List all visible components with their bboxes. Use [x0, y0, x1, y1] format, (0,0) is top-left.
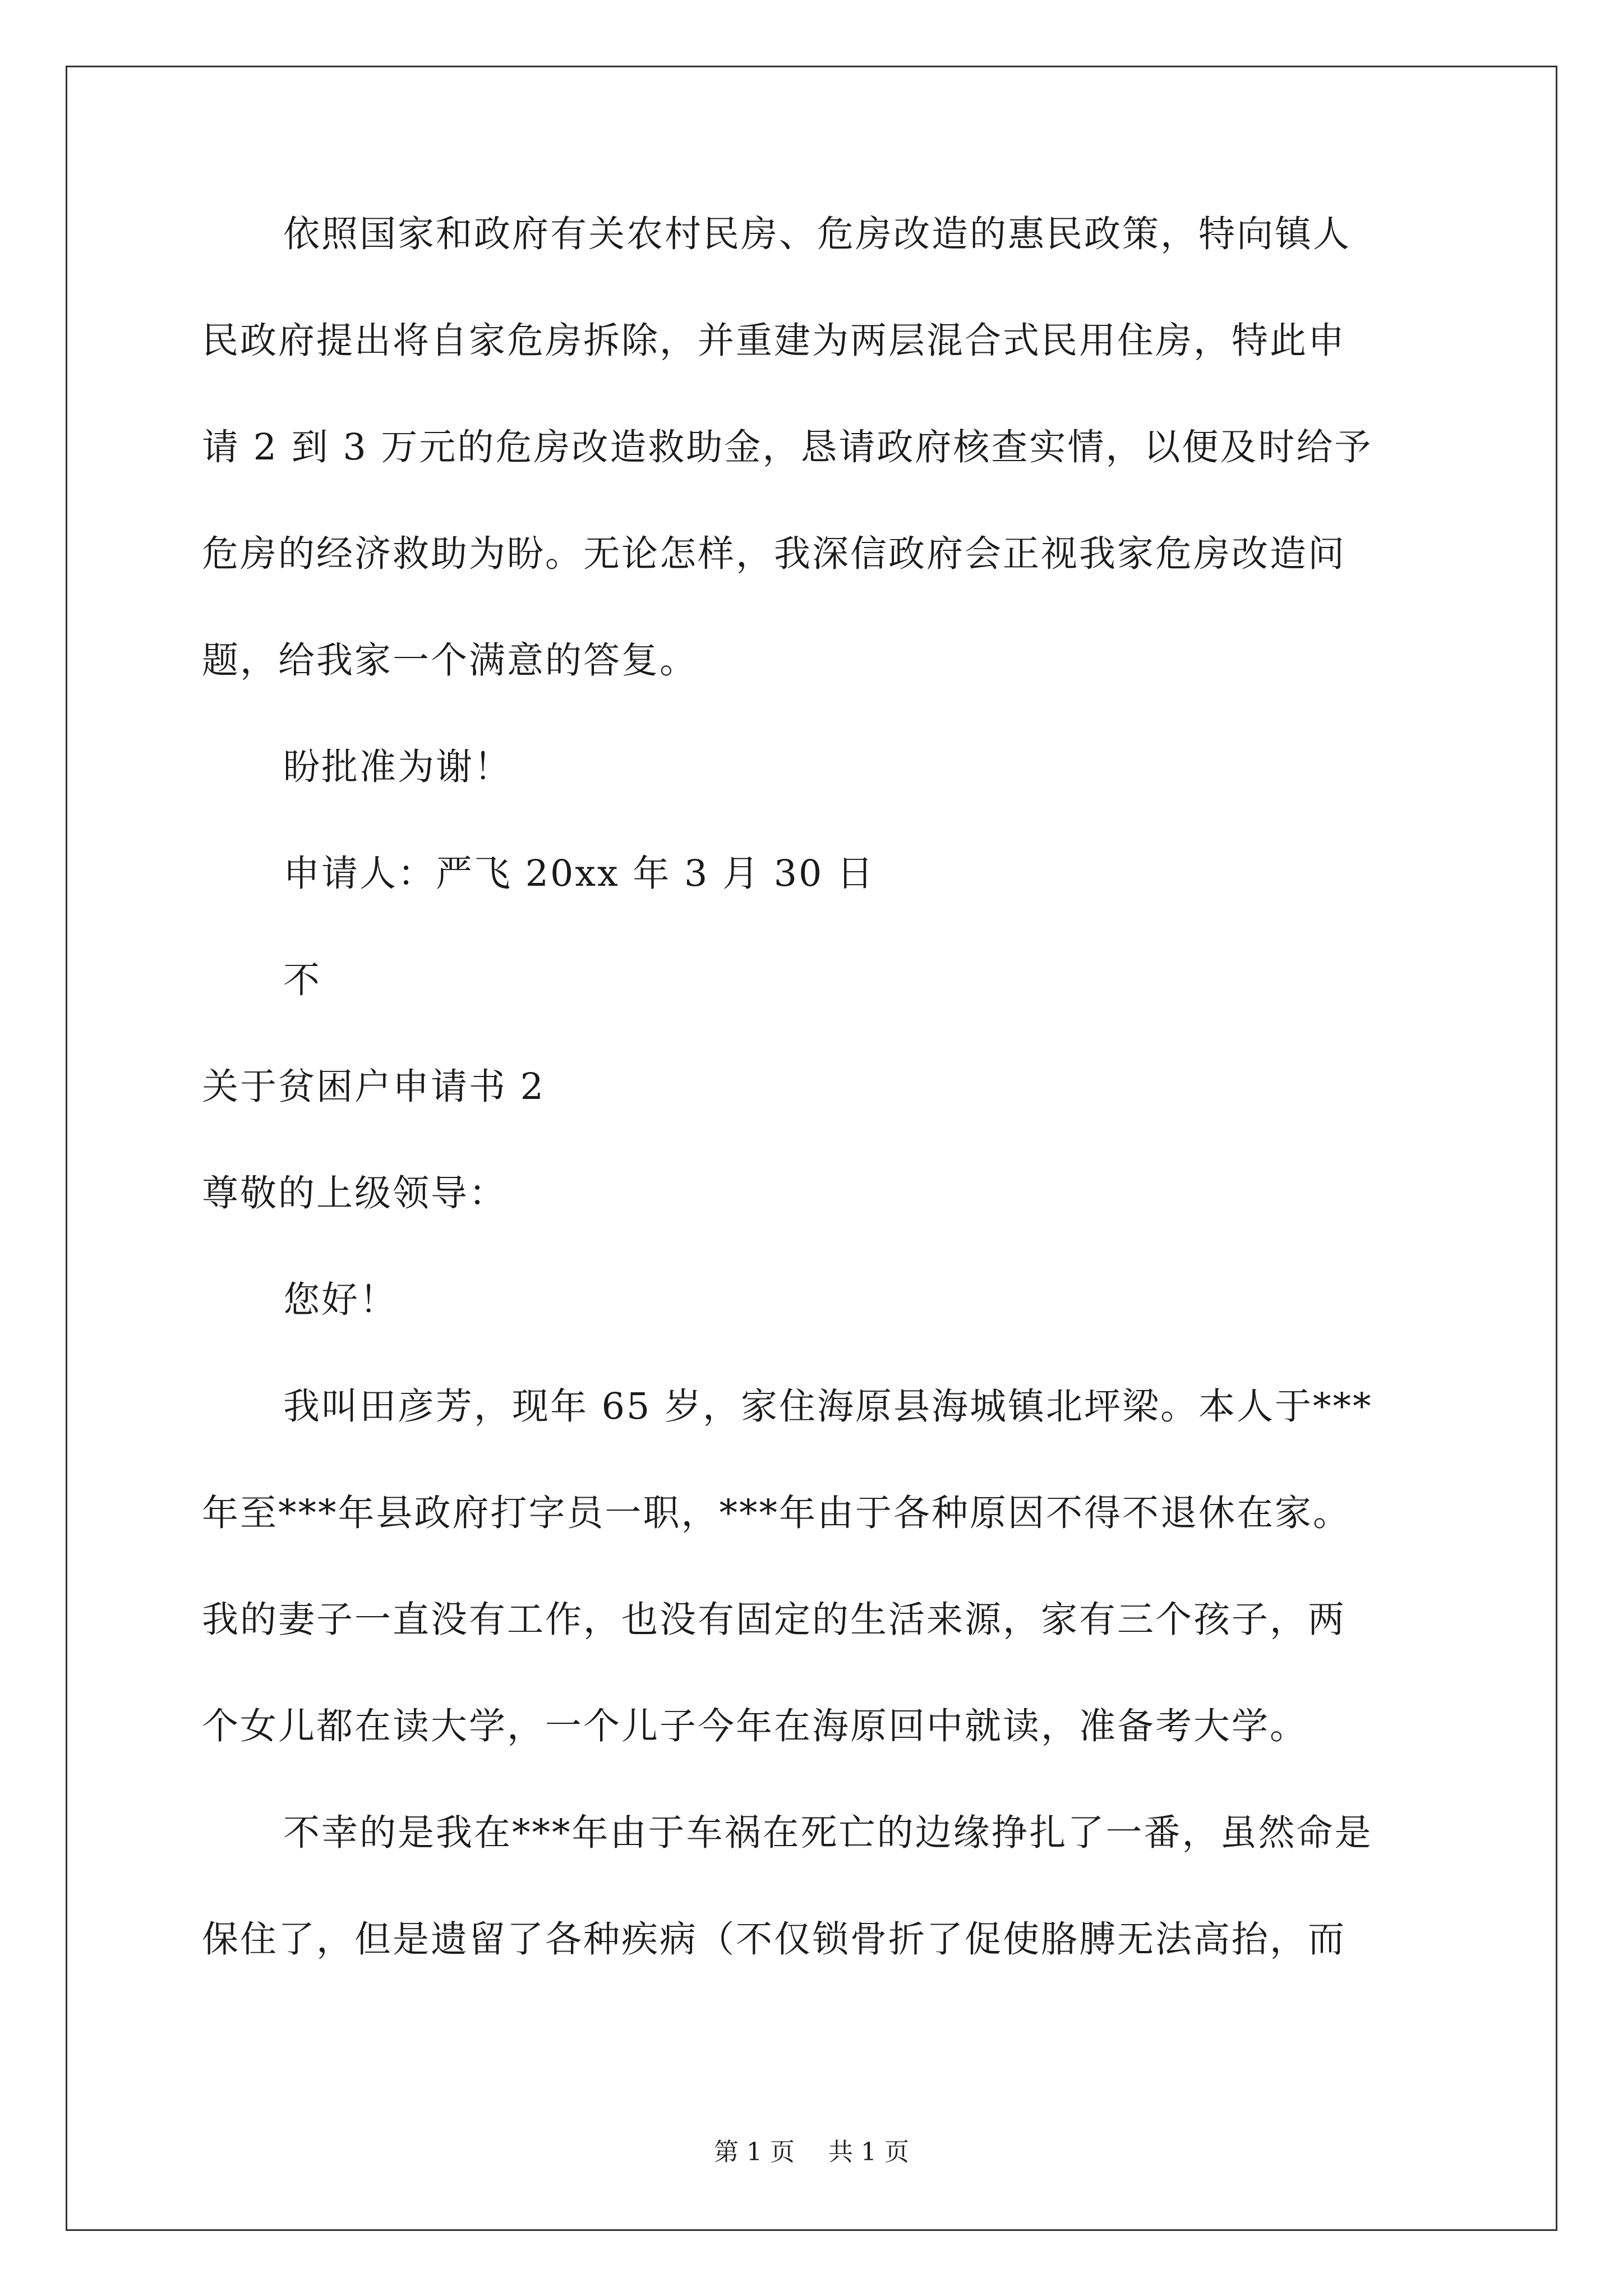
- paragraph-line: 我的妻子一直没有工作，也没有固定的生活来源，家有三个孩子，两: [202, 1599, 1347, 1641]
- paragraph-line: 年至***年县政府打字员一职，***年由于各种原因不得不退休在家。: [202, 1492, 1352, 1534]
- paragraph-line: 危房的经济救助为盼。无论怎样，我深信政府会正视我家危房改造问: [202, 533, 1347, 575]
- paragraph-line: 个女儿都在读大学，一个儿子今年在海原回中就读，准备考大学。: [202, 1705, 1308, 1747]
- salutation: 尊敬的上级领导：: [202, 1172, 508, 1214]
- closing-line: 盼批准为谢！: [283, 746, 513, 788]
- paragraph-line: 民政府提出将自家危房拆除，并重建为两层混合式民用住房，特此申: [202, 320, 1347, 362]
- applicant-signature: 申请人：严飞 20xx 年 3 月 30 日: [283, 853, 875, 895]
- greeting: 您好！: [283, 1279, 398, 1321]
- paragraph-line: 保住了，但是遗留了各种疾病（不仅锁骨折了促使胳膊无法高抬，而: [202, 1918, 1347, 1961]
- paragraph-line: 依照国家和政府有关农村民房、危房改造的惠民政策，特向镇人: [283, 213, 1352, 255]
- paragraph-line: 不幸的是我在***年由于车祸在死亡的边缘挣扎了一番，虽然命是: [283, 1812, 1373, 1854]
- paragraph-line: 不: [283, 959, 322, 1001]
- paragraph-line: 题，给我家一个满意的答复。: [202, 639, 698, 682]
- page-number-current: 第 1 页: [714, 2138, 795, 2166]
- page-number-total: 共 1 页: [828, 2138, 909, 2166]
- section-title: 关于贫困户申请书 2: [202, 1066, 546, 1108]
- paragraph-line: 请 2 到 3 万元的危房改造救助金，恳请政府核查实情，以便及时给予: [202, 426, 1373, 468]
- paragraph-line: 我叫田彦芳，现年 65 岁，家住海原县海城镇北坪梁。本人于***: [283, 1386, 1373, 1428]
- page-border: [66, 66, 1557, 2231]
- page-footer: [0, 2138, 1623, 2166]
